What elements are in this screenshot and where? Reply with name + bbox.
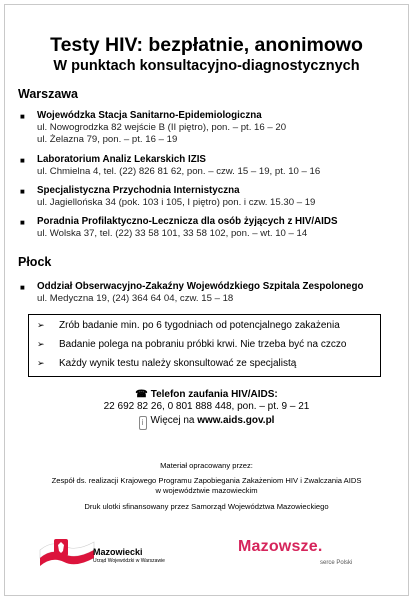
- arrow-bullet-icon: ➢: [37, 339, 45, 349]
- more-info-line: [0, 415, 413, 430]
- credits-funding: Druk ulotki sfinansowany przez Samorząd Województwa Mazowieckiego: [84, 502, 329, 511]
- credits-heading: Materiał opracowany przez:: [160, 461, 253, 470]
- list-item: [20, 185, 400, 209]
- info-text: Każdy wynik testu należy skonsultować ze specjalistą: [59, 358, 297, 369]
- facility-address: ul. Nowogrodzka 82 wejście B (II piętro), pon. – pt. 16 – 20: [37, 122, 287, 133]
- bullet-icon: ■: [20, 218, 25, 227]
- info-item: [37, 320, 340, 331]
- more-info-prefix: Więcej na: [150, 415, 198, 426]
- mazowsze-logo: [238, 538, 368, 572]
- hotline-label: [0, 389, 413, 400]
- hotline-numbers: 22 692 82 26, 0 801 888 448, pon. – pt. 9 – 21: [103, 401, 310, 412]
- info-text: Badanie polega na pobraniu próbki krwi. Nie trzeba być na czczo: [59, 339, 347, 350]
- bullet-icon: ■: [20, 283, 25, 292]
- flag-eagle-icon: [38, 536, 96, 566]
- list-item: [20, 281, 400, 305]
- website-link[interactable]: www.aids.gov.pl: [197, 415, 275, 426]
- facility-address: ul. Medyczna 19, (24) 364 64 04, czw. 15 – 18: [37, 293, 234, 304]
- list-item: [20, 110, 400, 146]
- logo-org-subtitle: Urząd Wojewódzki w Warszawie: [93, 558, 165, 564]
- info-text: Zrób badanie min. po 6 tygodniach od potencjalnego zakażenia: [59, 320, 340, 331]
- facility-name: Oddział Obserwacyjno-Zakaźny Wojewódzkiego Szpitala Zespolonego: [37, 281, 364, 292]
- city-heading-plock: Płock: [18, 255, 52, 269]
- facility-address: ul. Wolska 37, tel. (22) 33 58 101, 33 58 102, pon. – wt. 10 – 14: [37, 228, 308, 239]
- voivodeship-office-logo: [38, 534, 188, 568]
- bullet-icon: ■: [20, 112, 25, 121]
- info-box: [28, 314, 381, 377]
- credits-team: Zespół ds. realizacji Krajowego Programu Zapobiegania Zakażeniom HIV i Zwalczania AIDS: [51, 476, 362, 485]
- list-item: [20, 216, 400, 240]
- info-item: [37, 358, 296, 369]
- list-item: [20, 154, 400, 178]
- arrow-bullet-icon: ➢: [37, 358, 45, 368]
- facility-address: ul. Jagiellońska 34 (pok. 103 i 105, I piętro) pon. i czw. 15.30 – 19: [37, 197, 316, 208]
- arrow-bullet-icon: ➢: [37, 320, 45, 330]
- page-subtitle: W punktach konsultacyjno-diagnostycznych: [53, 58, 360, 74]
- bullet-icon: ■: [20, 156, 25, 165]
- city-heading-warszawa: Warszawa: [18, 87, 78, 101]
- page-title: Testy HIV: bezpłatnie, anonimowo: [50, 34, 363, 56]
- facility-name: Wojewódzka Stacja Sanitarno-Epidemiologiczna: [37, 110, 262, 121]
- facility-name: Specjalistyczna Przychodnia Internistyczna: [37, 185, 240, 196]
- logo-tagline: serce Polski: [320, 560, 353, 566]
- facility-address: ul. Chmielna 4, tel. (22) 826 81 62, pon. – czw. 15 – 19, pt. 10 – 16: [37, 166, 321, 177]
- credits-team-region: w województwie mazowieckim: [155, 486, 258, 495]
- facility-name: Laboratorium Analiz Lekarskich IZIS: [37, 154, 206, 165]
- logo-org-name: Mazowiecki: [93, 547, 143, 557]
- info-icon: i: [139, 416, 147, 430]
- bullet-icon: ■: [20, 187, 25, 196]
- telephone-icon: ☎: [135, 389, 148, 400]
- hotline-label-text: Telefon zaufania HIV/AIDS:: [150, 389, 278, 400]
- facility-address: ul. Żelazna 79, pon. – pt. 16 – 19: [37, 134, 178, 145]
- info-item: [37, 339, 346, 350]
- facility-name: Poradnia Profilaktyczno-Lecznicza dla osób żyjących z HIV/AIDS: [37, 216, 338, 227]
- logo-brand: Mazowsze.: [238, 538, 323, 555]
